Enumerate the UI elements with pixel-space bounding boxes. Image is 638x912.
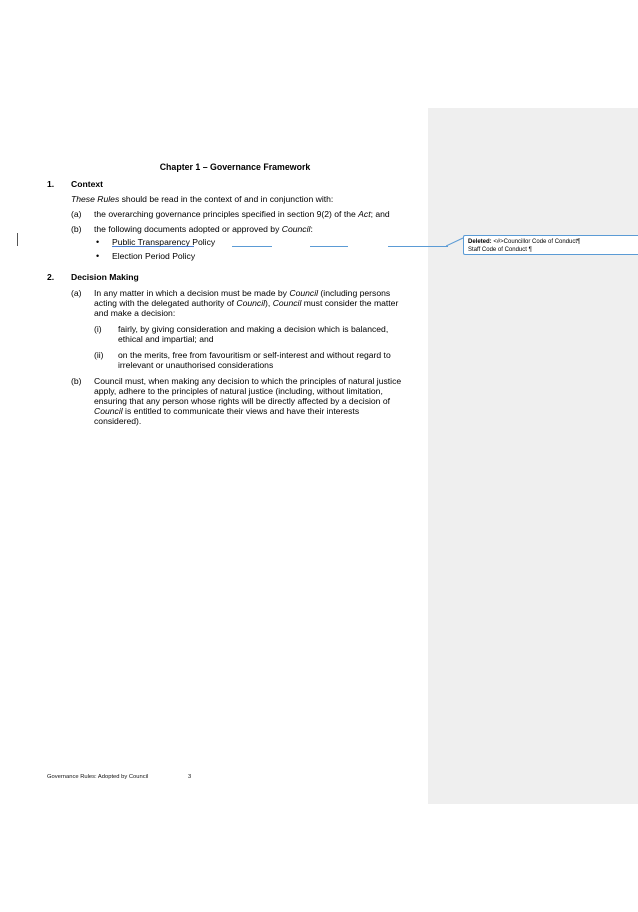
markup-pane xyxy=(428,108,638,804)
intro-defined-term: These Rules xyxy=(71,194,120,204)
s2-b-text: is entitled to communicate their views and have their interests xyxy=(122,406,360,416)
s2-a-text: acting with the delegated authority of xyxy=(94,298,237,308)
spelling-underline xyxy=(112,246,194,247)
comment-connector xyxy=(446,236,464,248)
chapter-title: Chapter 1 – Governance Framework xyxy=(159,162,311,172)
comment-leader xyxy=(310,246,348,247)
list-item: Public Transparency Policy xyxy=(112,237,216,247)
list-item: Election Period Policy xyxy=(112,251,196,261)
s2-a-text: ), xyxy=(265,298,273,308)
s2-a-text: In any matter in which a decision must be made by xyxy=(94,288,290,298)
s2-a-defined-term: Council xyxy=(236,298,266,308)
s2-a-line xyxy=(94,298,398,308)
s2-ii-line: irrelevant or unauthorised considerations xyxy=(118,360,274,370)
s1-a-text-part: the overarching governance principles specified in section 9(2) of the xyxy=(94,209,359,219)
section-1-number: 1. xyxy=(47,179,55,189)
footer-text: Governance Rules: Adopted by Council xyxy=(47,774,149,780)
s2-b-line: considered). xyxy=(94,416,142,426)
comment-leader xyxy=(232,246,272,247)
s2-a-defined-term: Council xyxy=(272,298,302,308)
balloon-text: <#>Councillor Code of Conduct¶ xyxy=(491,239,581,245)
comment-leader xyxy=(388,246,448,247)
s2-b-line xyxy=(94,406,359,416)
intro-text: should be read in the context of and in conjunction with: xyxy=(119,194,334,204)
s2-b-line: Council must, when making any decision to which the principles of natural justice xyxy=(94,376,402,386)
balloon-label: Deleted: xyxy=(468,239,492,245)
s2-i-line: ethical and impartial; and xyxy=(118,334,214,344)
change-bar xyxy=(17,233,18,246)
s2-ii-label: (ii) xyxy=(94,350,104,360)
section-1-title: Context xyxy=(71,179,103,189)
bullet-icon: • xyxy=(96,237,100,247)
s1-a-defined-term: Act xyxy=(358,209,371,219)
page-number: 3 xyxy=(188,774,192,780)
bullet-icon: • xyxy=(96,251,100,261)
s2-a-line: and make a decision: xyxy=(94,308,176,318)
s2-i-label: (i) xyxy=(94,324,102,334)
s2-b-line: apply, adhere to the principles of natural justice (including, without limitation, xyxy=(94,386,383,396)
s2-a-defined-term: Council xyxy=(289,288,319,298)
s2-a-text: must consider the matter xyxy=(301,298,399,308)
s2-b-defined-term: Council xyxy=(94,406,123,416)
s1-b-text-end: : xyxy=(310,224,313,234)
s2-a-label: (a) xyxy=(71,288,82,298)
section-2-number: 2. xyxy=(47,272,55,282)
balloon-line: Staff Code of Conduct ¶ xyxy=(468,247,532,253)
s1-b-label: (b) xyxy=(71,224,82,234)
s1-a-text xyxy=(94,209,390,219)
s2-a-text: (including persons xyxy=(318,288,391,298)
s1-b-text-part: the following documents adopted or approved by xyxy=(94,224,282,234)
s2-a-line xyxy=(94,288,390,298)
deleted-change-balloon[interactable] xyxy=(463,235,638,255)
s1-b-text xyxy=(94,224,313,234)
s2-b-line: ensuring that any person whose rights will be directly affected by a decision of xyxy=(94,396,391,406)
section-2-title: Decision Making xyxy=(71,272,139,282)
s2-i-line: fairly, by giving consideration and making a decision which is balanced, xyxy=(118,324,389,334)
s2-ii-line: on the merits, free from favouritism or self-interest and without regard to xyxy=(118,350,391,360)
s2-b-label: (b) xyxy=(71,376,82,386)
s1-a-label: (a) xyxy=(71,209,82,219)
section-1-intro xyxy=(71,194,333,204)
s1-b-defined-term: Council xyxy=(281,224,311,234)
balloon-line xyxy=(468,238,638,246)
s1-a-text-end: ; and xyxy=(370,209,390,219)
